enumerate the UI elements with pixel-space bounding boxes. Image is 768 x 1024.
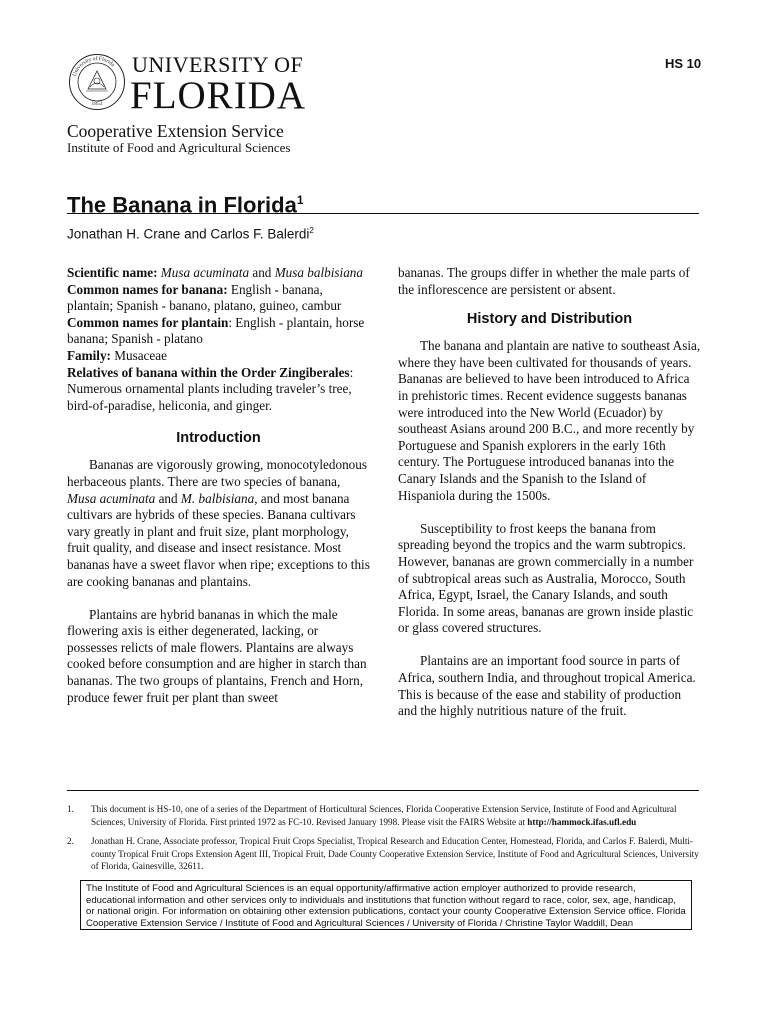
university-name-line2: FLORIDA	[130, 74, 307, 117]
svg-text:University of Florida	[72, 55, 116, 77]
footnote-number: 2.	[67, 836, 74, 846]
introduction-paragraph-2: Plantains are hybrid bananas in which the male flowering axis is either degenerated, lacking, or possesses relicts of male flowers. Plantains are always cooked before consumption and are higher in starch than bananas. The two groups of plantains, French and Horn, produce fewer fruit per plant than sweet	[67, 606, 367, 705]
scientific-name: Scientific name: Musa acuminata and Musa balbisiana	[67, 265, 363, 280]
university-seal-icon	[68, 53, 126, 111]
right-column	[398, 265, 701, 720]
seal-text: University of Florida	[71, 55, 116, 78]
family: Family: Musaceae	[67, 347, 167, 363]
university-name-line1: UNIVERSITY OF	[132, 52, 304, 77]
fairs-website-link[interactable]: http://hammock.ifas.ufl.edu	[527, 816, 637, 827]
institute-label: Institute of Food and Agricultural Sciences	[67, 140, 291, 155]
common-names-banana: Common names for banana: English - banana, plantain; Spanish - banano, platano, guineo, cambur	[67, 281, 342, 314]
document-title: The Banana in Florida$^1$	[67, 192, 304, 218]
authors: Jonathan H. Crane and Carlos F. Balerdi$^2$	[67, 226, 314, 242]
document-id: HS 10	[665, 56, 702, 71]
footnote-rule	[67, 790, 699, 791]
equal-opportunity-statement: The Institute of Food and Agricultural Sciences is an equal opportunity/affirmative action employer authorized to provide research, educational information and other services only to individuals and institutions that function without regard to race, color, sex, age, handicap, or national origin. For information on obtaining other extension publications, contact your county Cooperative Extension Service office. Florida Cooperative Extension Service / Institute of Food and Agricultural Sciences / University of Florida / Christine Taylor Waddill, Dean	[80, 880, 692, 930]
left-column	[67, 265, 370, 706]
authors-footnote-ref[interactable]: 2	[309, 226, 314, 235]
cooperative-extension-label: Cooperative Extension Service	[67, 121, 284, 141]
history-paragraph-1: The banana and plantain are native to southeast Asia, where they have been cultivated for thousands of years. Bananas are believed to have been introduced to Africa in prehistoric times. Recent evidence suggests bananas were introduced into the New World (Ecuador) by southeast Asians around 200 B.C., and more recently by Portuguese and Spanish explorers in the early 16th century. The Portuguese introduced bananas into the Canary Islands and the Spanish to the Island of Hispaniola during the 1500s.	[398, 338, 701, 503]
history-paragraph-3: Plantains are an important food source in parts of Africa, southern India, and throughout tropical America. This is because of the ease and stability of production and the highly nutritious nature of the fruit.	[398, 653, 696, 719]
seal-year: 1853	[91, 101, 103, 107]
common-names-plantain: Common names for plantain: English - plantain, horse banana; Spanish - platano	[67, 314, 365, 347]
introduction-paragraph-2-continued: bananas. The groups differ in whether the male parts of the inflorescence are persistent or absent.	[398, 265, 690, 297]
footnote-2: 2. Jonathan H. Crane, Associate professor, Tropical Fruit Crops Specialist, Tropical Research and Education Center, Homestead, Florida, and Carlos F. Balerdi, Multi-county Tropical Fruit Crops Extension Agent III, Tropical Fruit, Dade County Cooperative Extension Service, Institute of Food and Agricultural Sciences, University of Florida, Gainesville, 32611.	[67, 836, 699, 871]
title-footnote-ref[interactable]: 1	[296, 193, 304, 207]
title-rule	[67, 213, 699, 214]
introduction-paragraph-1: Bananas are vigorously growing, monocotyledonous herbaceous plants. There are two species of banana, Musa acuminata and M. balbisiana, and most banana cultivars are hybrids of these species. Banana cultivars vary greatly in plant and fruit size, plant morphology, fruit quality, and disease and insect resistance. Most bananas have a sweet flavor when ripe; exceptions to this are cooking bananas and plantains.	[67, 457, 370, 589]
relatives: Relatives of banana within the Order Zingiberales: Numerous ornamental plants including traveler’s tree, bird-of-paradise, heliconia, and ginger.	[67, 364, 354, 413]
footnote-1: 1. This document is HS-10, one of a series of the Department of Horticultural Sciences, Florida Cooperative Extension Service, Institute of Food and Agricultural Sciences, University of Florida. First printed 1972 as FC-10. Revised January 1998. Please visit the FAIRS Website at http://hammock.ifas.ufl.edu	[67, 804, 677, 827]
introduction-heading: Introduction	[176, 430, 261, 447]
history-heading: History and Distribution	[466, 311, 633, 328]
footnote-number: 1.	[67, 804, 74, 814]
history-paragraph-2: Susceptibility to frost keeps the banana from spreading beyond the tropics and the warm subtropics. However, bananas are grown commercially in a number of subtropical areas such as Australia, Morocco, South Africa, Egypt, Israel, the Canary Islands, and south Florida. In some areas, bananas are grown inside plastic or glass covered structures.	[398, 520, 694, 636]
